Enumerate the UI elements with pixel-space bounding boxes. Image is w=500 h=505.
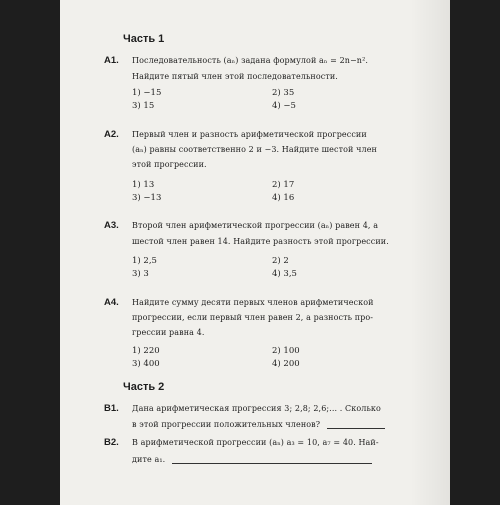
question-text: в этой прогрессии положительных членов? xyxy=(132,420,321,429)
question-text-line: Последовательность (aₙ) задана формулой aₙ = 2n−n². xyxy=(132,56,369,65)
answer-option: 3) 400 xyxy=(132,359,160,369)
answer-option: 3) 3 xyxy=(132,269,149,279)
answer-option: 2) 35 xyxy=(272,88,295,98)
question-text-line: прогрессии, если первый член равен 2, а разность про- xyxy=(132,313,374,322)
question-text-line: Дана арифметическая прогрессия 3; 2,8; 2,6;... . Сколько xyxy=(132,404,381,413)
answer-option: 2) 17 xyxy=(272,180,295,190)
question-text-line: грессии равна 4. xyxy=(132,328,205,337)
answer-option: 4) 200 xyxy=(272,359,300,369)
question-number: А1. xyxy=(104,55,119,66)
part2-heading: Часть 2 xyxy=(123,381,165,393)
answer-option: 2) 2 xyxy=(272,256,289,266)
page-shadow xyxy=(410,0,450,505)
answer-option: 4) −5 xyxy=(272,101,296,111)
question-text-line: Первый член и разность арифметической прогрессии xyxy=(132,130,367,139)
question-text-line: шестой член равен 14. Найдите разность этой прогрессии. xyxy=(132,237,389,246)
answer-option: 3) −13 xyxy=(132,193,162,203)
question-text-line: (aₙ) равны соответственно 2 и −3. Найдите шестой член xyxy=(132,145,377,154)
answer-option: 3) 15 xyxy=(132,101,155,111)
question-text-line: Найдите сумму десяти первых членов арифметической xyxy=(132,298,374,307)
answer-option: 4) 3,5 xyxy=(272,269,297,279)
answer-option: 1) −15 xyxy=(132,88,162,98)
question-number: В2. xyxy=(104,437,119,448)
question-text-line: В арифметической прогрессии (aₙ) a₃ = 10, a₇ = 40. Най- xyxy=(132,438,379,447)
part1-heading: Часть 1 xyxy=(123,33,165,45)
question-text-line xyxy=(132,454,372,464)
answer-blank[interactable] xyxy=(172,454,372,464)
answer-blank[interactable] xyxy=(327,419,385,429)
question-text-line: Найдите пятый член этой последовательности. xyxy=(132,72,338,81)
worksheet-page xyxy=(60,0,450,505)
question-text-line: этой прогрессии. xyxy=(132,160,207,169)
question-number: А3. xyxy=(104,220,119,231)
question-text-line xyxy=(132,419,385,429)
question-number: А2. xyxy=(104,129,119,140)
answer-option: 1) 2,5 xyxy=(132,256,157,266)
answer-option: 4) 16 xyxy=(272,193,295,203)
answer-option: 1) 13 xyxy=(132,180,155,190)
question-number: А4. xyxy=(104,297,119,308)
answer-option: 2) 100 xyxy=(272,346,300,356)
question-text: дите a₁. xyxy=(132,455,166,464)
question-text-line: Второй член арифметической прогрессии (aₙ) равен 4, а xyxy=(132,221,379,230)
question-number: В1. xyxy=(104,403,119,414)
answer-option: 1) 220 xyxy=(132,346,160,356)
